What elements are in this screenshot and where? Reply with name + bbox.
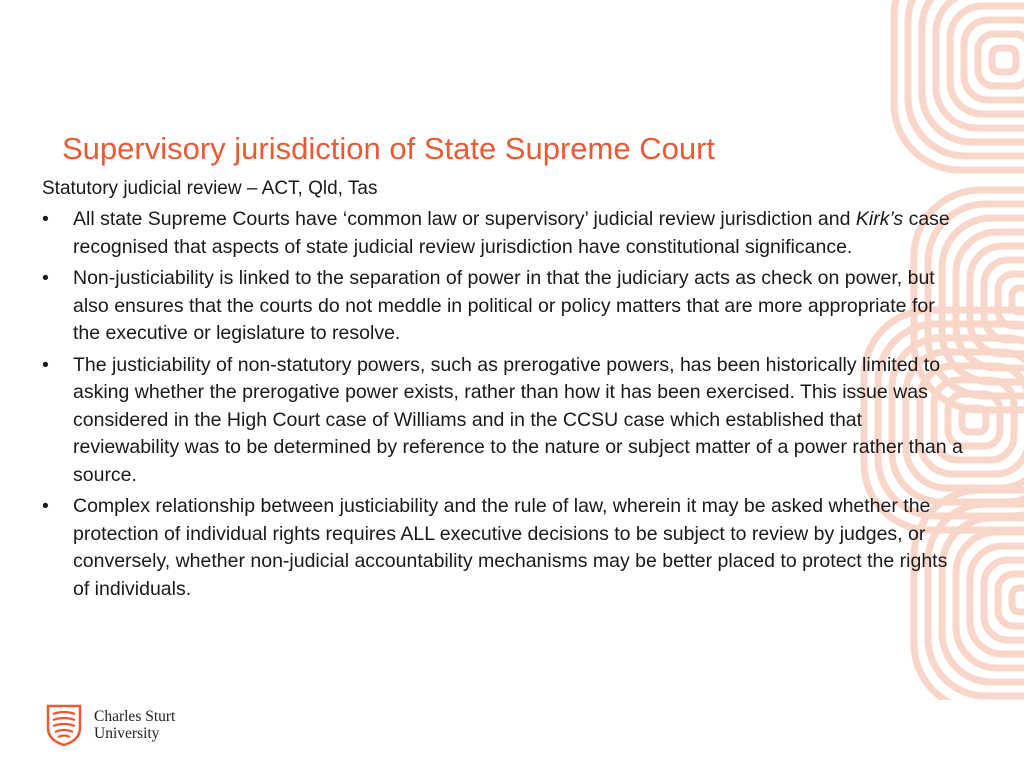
bullet-list — [42, 206, 967, 607]
bullet-marker: • — [42, 353, 49, 376]
bullet-text: Non-justiciability is linked to the separation of power in that the judiciary acts as check on power, but also ensures that the courts do not meddle in political or policy matters that are more appropriate for the executive or legislature to resolve. — [73, 267, 935, 344]
logo-line-1: Charles Sturt — [94, 708, 176, 725]
bullet-item — [42, 265, 967, 348]
bullet-marker: • — [42, 495, 49, 517]
italic-case-name: Kirk’s — [855, 208, 904, 230]
bullet-item — [42, 206, 967, 261]
logo-line-2: University — [94, 725, 160, 742]
bullet-text: All state Supreme Courts have ‘common law or supervisory’ judicial review jurisdiction and — [73, 208, 856, 230]
slide-title: Supervisory jurisdiction of State Supreme Court — [62, 131, 716, 166]
slide-subtitle: Statutory judicial review – ACT, Qld, Tas — [42, 178, 378, 199]
university-logo — [46, 703, 175, 747]
bullet-text: The justiciability of non-statutory powers, such as prerogative powers, has been historically limited to asking whether the prerogative power exists, rather than how it has been exercised. This issue was considered in the High Court case of Williams and in the CCSU case which established that reviewability was to be determined by reference to the nature or subject matter of a power rather than a source. — [73, 353, 963, 486]
shield-logo-icon — [46, 704, 82, 746]
bullet-text: case recognised that aspects of state judicial review jurisdiction have constitutional significance. — [73, 208, 950, 258]
bullet-text: Complex relationship between justiciability and the rule of law, wherein it may be asked whether the protection of individual rights requires ALL executive decisions to be subject to review by judges, or conversely, whether non-judicial accountability mechanisms may be better placed to protect the rights of individuals. — [73, 495, 948, 600]
bullet-marker: • — [42, 208, 49, 230]
bullet-item — [42, 352, 967, 490]
bullet-item — [42, 493, 967, 603]
bullet-marker: • — [42, 267, 49, 289]
